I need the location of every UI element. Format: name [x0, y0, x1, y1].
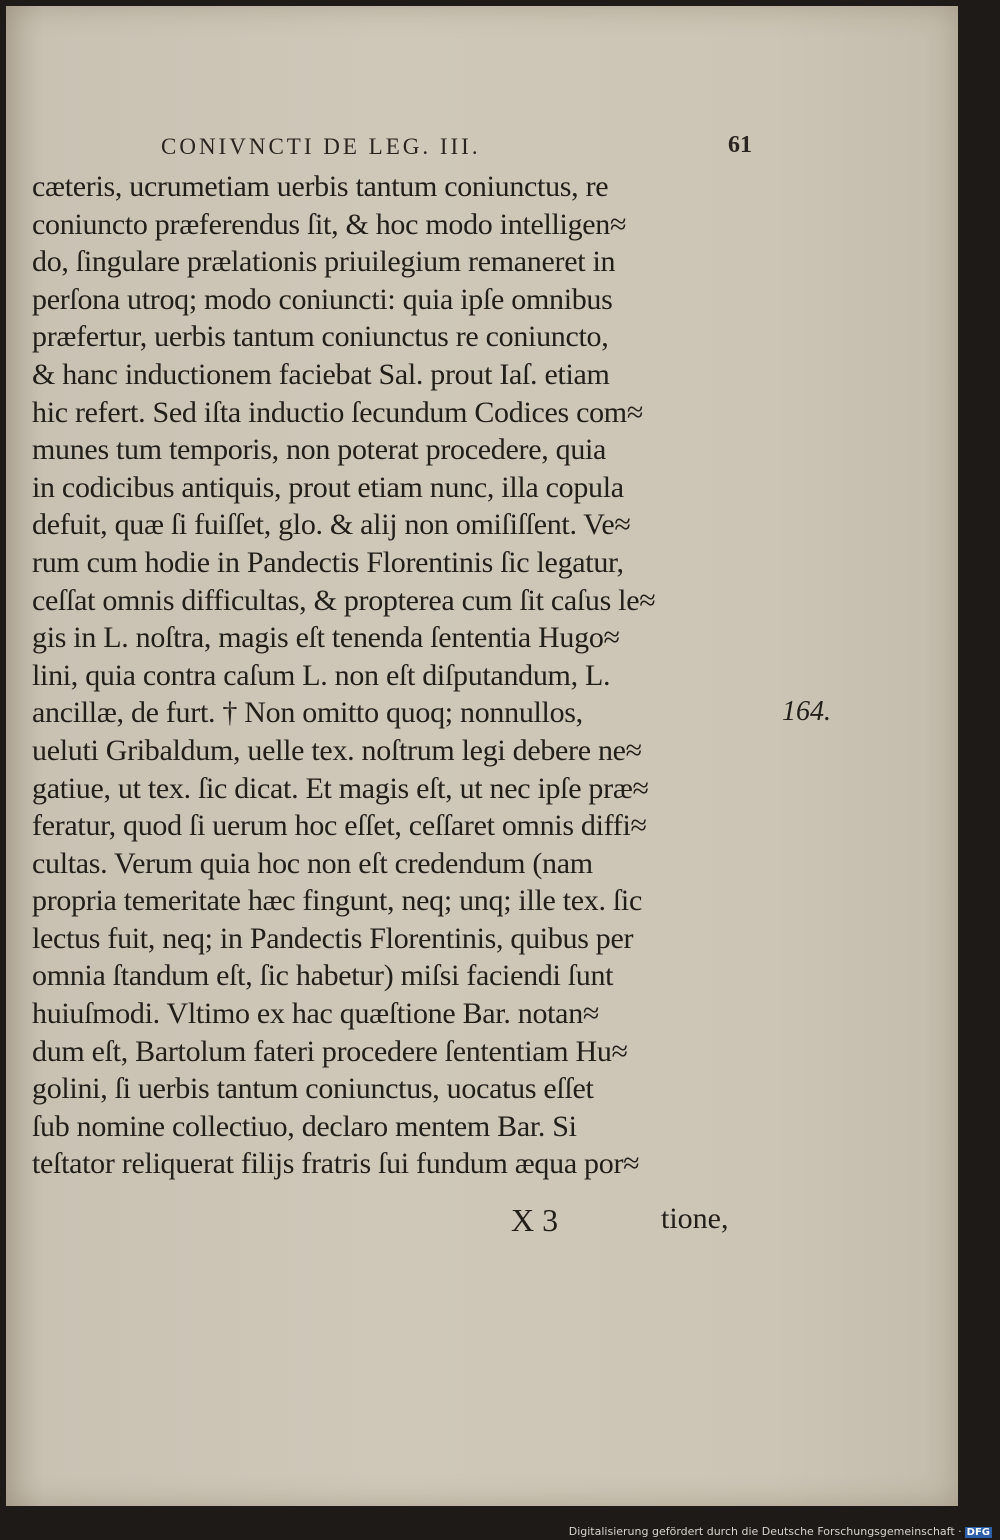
text-line: teſtator reliquerat filijs fratris ſui fundum æqua por≈	[32, 1147, 640, 1181]
text-line: lectus fuit, neq; in Pandectis Florentinis, quibus per	[32, 921, 634, 955]
text-line: ceſſat omnis difficultas, & propterea cum ſit caſus le≈	[32, 583, 656, 617]
text-line: cultas. Verum quia hoc non eſt credendum (nam	[32, 846, 593, 880]
text-line: ancillæ, de furt. † Non omitto quoq; nonnullos,	[32, 696, 583, 730]
digitization-credit	[569, 1525, 992, 1538]
text-line: dum eſt, Bartolum fateri procedere ſententiam Hu≈	[32, 1034, 628, 1068]
text-line: rum cum hodie in Pandectis Florentinis ſic legatur,	[32, 545, 624, 579]
text-line: do, ſingulare prælationis priuilegium remaneret in	[32, 245, 616, 279]
catchword: tione,	[661, 1202, 729, 1235]
catch-line	[6, 1202, 766, 1242]
text-line: ueluti Gribaldum, uelle tex. noſtrum legi debere ne≈	[32, 733, 642, 767]
text-line: golini, ſi uerbis tantum coniunctus, uocatus eſſet	[32, 1072, 594, 1106]
text-line: perſona utroq; modo coniuncti: quia ipſe omnibus	[32, 282, 613, 316]
text-line: lini, quia contra caſum L. non eſt diſputandum, L.	[32, 658, 611, 692]
text-line: gis in L. noſtra, magis eſt tenenda ſententia Hugo≈	[32, 621, 620, 655]
text-line: gatiue, ut tex. ſic dicat. Et magis eſt, ut nec ipſe præ≈	[32, 771, 649, 805]
text-line: in codicibus antiquis, prout etiam nunc, illa copula	[32, 470, 624, 504]
credit-text: Digitalisierung gefördert durch die Deutsche Forschungsgemeinschaft ·	[568, 1525, 962, 1538]
folio-number: 61	[728, 132, 752, 158]
text-line: munes tum temporis, non poterat procedere, quia	[32, 433, 607, 467]
margin-note: 164.	[782, 696, 831, 727]
text-line: huiuſmodi. Vltimo ex hac quæſtione Bar. notan≈	[32, 997, 600, 1031]
text-line: ſub nomine collectiuo, declaro mentem Bar. Si	[32, 1109, 577, 1143]
text-line: hic refert. Sed iſta inductio ſecundum Codices com≈	[32, 395, 643, 429]
book-page	[6, 6, 958, 1506]
signature-mark: X 3	[511, 1202, 559, 1238]
running-head: CONIVNCTI DE LEG. III.	[161, 134, 481, 159]
body-text	[32, 168, 752, 1183]
text-line: cæteris, ucrumetiam uerbis tantum coniunctus, re	[32, 170, 609, 203]
text-line: defuit, quæ ſi fuiſſet, glo. & alij non omiſiſſent. Ve≈	[32, 508, 631, 542]
text-line: præfertur, uerbis tantum coniunctus re coniuncto,	[32, 320, 609, 354]
text-line: omnia ſtandum eſt, ſic habetur) miſsi faciendi ſunt	[32, 959, 614, 993]
text-line: feratur, quod ſi uerum hoc eſſet, ceſſaret omnis diffi≈	[32, 809, 647, 843]
dfg-logo: DFG	[966, 1526, 990, 1538]
text-line: & hanc inductionem faciebat Sal. prout Iaſ. etiam	[32, 357, 610, 391]
text-line: propria temeritate hæc fingunt, neq; unq; ille tex. ſic	[32, 884, 642, 918]
text-line: coniuncto præferendus ſit, & hoc modo intelligen≈	[32, 207, 627, 241]
